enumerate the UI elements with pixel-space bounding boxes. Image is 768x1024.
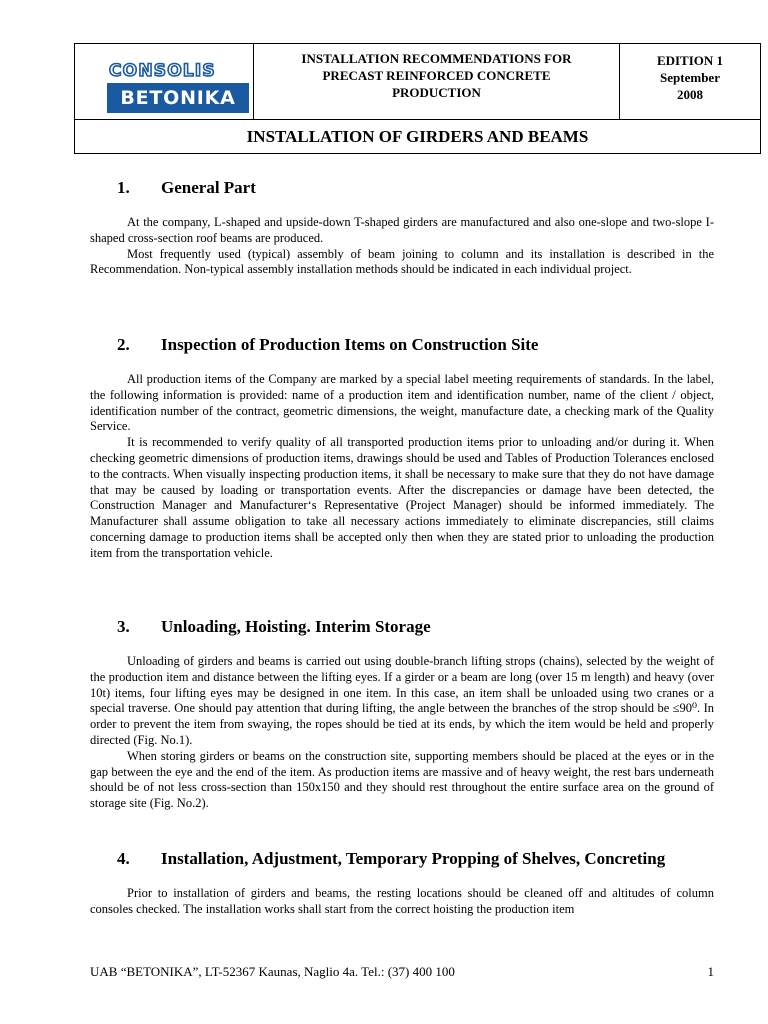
logo-consolis: CONSOLIS [109,61,216,81]
edition-year: 2008 [677,87,703,102]
section-heading [90,617,714,637]
section-heading [90,178,714,198]
edition-month: September [660,70,720,85]
paragraph: It is recommended to verify quality of all transported production items prior to unloading and/or during it. When checking geometric dimensions of production items, drawings should be used and Tables of Production Tolerances enclosed to the contracts. When visually inspecting production items, it shall be necessary to make sure that they do not have damage that may be caused by loading or transportation events. After the discrepancies or damage have been detected, the Construction Manager and Manufacturer‘s Representative (Project Manager) should be informed immediately. The Manufacturer shall assume obligation to take all necessary actions immediately to eliminate discrepancies, still claims concerning damage to production items shall be accepted only then when they are stated prior to unloading the production item from the transportation vehicle. [90,435,714,560]
section-unloading [90,617,714,812]
section-title: General Part [161,178,256,197]
page-number: 1 [707,964,714,979]
paragraph: At the company, L-shaped and upside-down T-shaped girders are manufactured and also one-slope and two-slope I-shaped cross-section roof beams are produced. [90,215,714,245]
section-number: 1. [117,178,130,197]
paragraph: Prior to installation of girders and beams, the resting locations should be cleaned off and altitudes of column consoles checked. The installation works shall start from the correct hoisting the production item [90,886,714,916]
section-heading [90,335,714,355]
paragraph: Most frequently used (typical) assembly of beam joining to column and its installation is described in the Recommendation. Non-typical assembly installation methods should be indicated in each individual project. [90,246,714,277]
section-heading [90,849,714,869]
section-number: 4. [117,849,130,868]
logo [75,44,254,120]
section-number: 3. [117,617,130,636]
logo-betonika: BETONIKA [107,83,249,113]
section-general-part [90,178,714,278]
document-subtitle: INSTALLATION OF GIRDERS AND BEAMS [75,120,761,154]
edition-label: EDITION 1 [656,53,724,68]
paragraph: All production items of the Company are marked by a special label meeting requirements of standards. In the label, the following information is provided: name of a production item and identification number, name of the client / object, identification number of the contract, geometric dimensions, the weight, manufacture date, a checking mark of the Quality Service. [90,372,714,434]
section-installation [90,849,714,918]
page-footer [90,964,714,980]
section-title: Installation, Adjustment, Temporary Propping of Shelves, Concreting [161,849,666,868]
section-title: Inspection of Production Items on Construction Site [161,335,539,354]
header-title [254,44,620,120]
paragraph: When storing girders or beams on the construction site, supporting members should be placed at the eyes or in the gap between the eye and the end of the item. As production items are massive and of heavy weight, the rest bars underneath should be of not less cross-section than 150x150 and they should rest throughout the entire surface area on the ground of storage site (Fig. No.2). [90,748,714,811]
header-title-line: INSTALLATION RECOMMENDATIONS FOR [301,51,572,66]
footer-address: UAB “BETONIKA”, LT-52367 Kaunas, Naglio 4a. Tel.: (37) 400 100 [90,964,455,979]
edition-info [620,44,761,120]
header-title-line: PRODUCTION [392,85,481,100]
header-title-line: PRECAST REINFORCED CONCRETE [322,68,551,83]
document-header [74,43,761,154]
paragraph: Unloading of girders and beams is carried out using double-branch lifting strops (chains), selected by the weight of the production item and distance between the lifting eyes. If a girder or a beam are long (over 15 m length) and heavy (over 10t) items, four lifting eyes may be designed in one item. In this case, an item shall be unloaded using two cranes or a special traverse. One should pay attention that during lifting, the angle between the branches of the strop should be ≤90⁰. In order to prevent the item from swaying, the ropes should be tied at its ends, by which the item would be held and properly directed (Fig. No.1). [90,654,714,747]
section-inspection [90,335,714,562]
section-title: Unloading, Hoisting. Interim Storage [161,617,431,636]
section-number: 2. [117,335,130,354]
